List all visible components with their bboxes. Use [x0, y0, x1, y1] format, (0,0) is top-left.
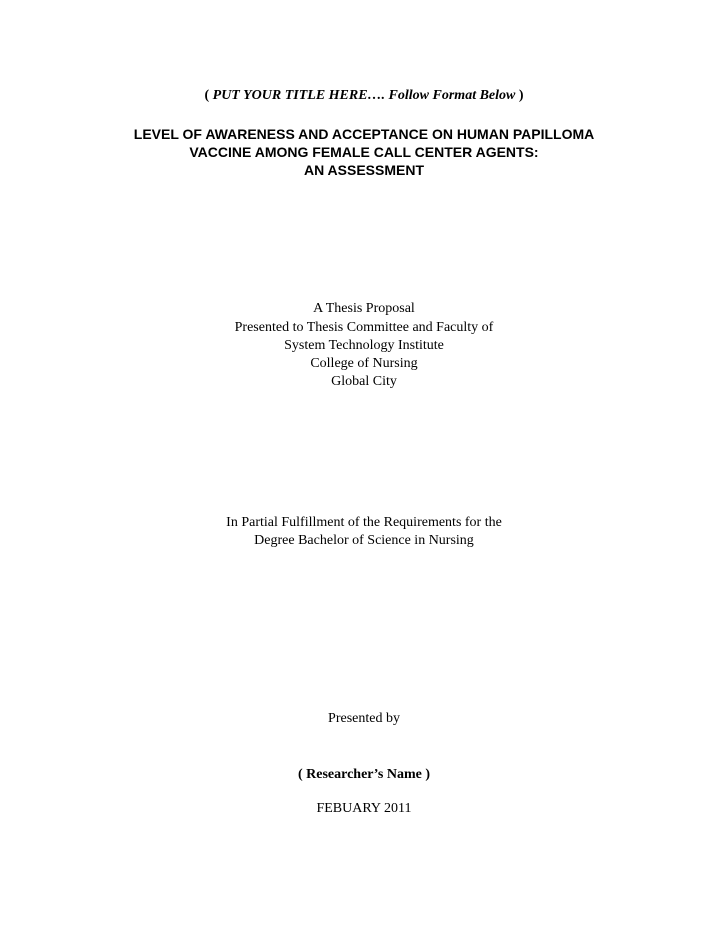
submission-date: FEBUARY 2011	[316, 801, 412, 816]
instruction-open-paren: (	[204, 88, 213, 103]
proposal-line-2: Presented to Thesis Committee and Faculty of	[234, 320, 494, 335]
instruction-close-paren: )	[515, 88, 524, 103]
fulfillment-line-1: In Partial Fulfillment of the Requirements for the	[226, 515, 502, 530]
instruction-text: PUT YOUR TITLE HERE…. Follow Format Below	[212, 88, 516, 103]
presented-by: Presented by	[328, 711, 400, 726]
proposal-line-1: A Thesis Proposal	[313, 301, 415, 316]
thesis-title-line-2: VACCINE AMONG FEMALE CALL CENTER AGENTS:	[189, 144, 539, 160]
title-instruction	[0, 87, 728, 104]
proposal-line-4: College of Nursing	[310, 356, 418, 371]
proposal-line-5: Global City	[331, 374, 397, 389]
thesis-title-line-1: LEVEL OF AWARENESS AND ACCEPTANCE ON HUMAN PAPILLOMA	[133, 126, 595, 142]
fulfillment-line-2: Degree Bachelor of Science in Nursing	[254, 533, 474, 548]
proposal-line-3: System Technology Institute	[284, 338, 444, 353]
researcher-name: ( Researcher’s Name )	[297, 767, 431, 782]
thesis-title-line-3: AN ASSESSMENT	[303, 162, 425, 178]
